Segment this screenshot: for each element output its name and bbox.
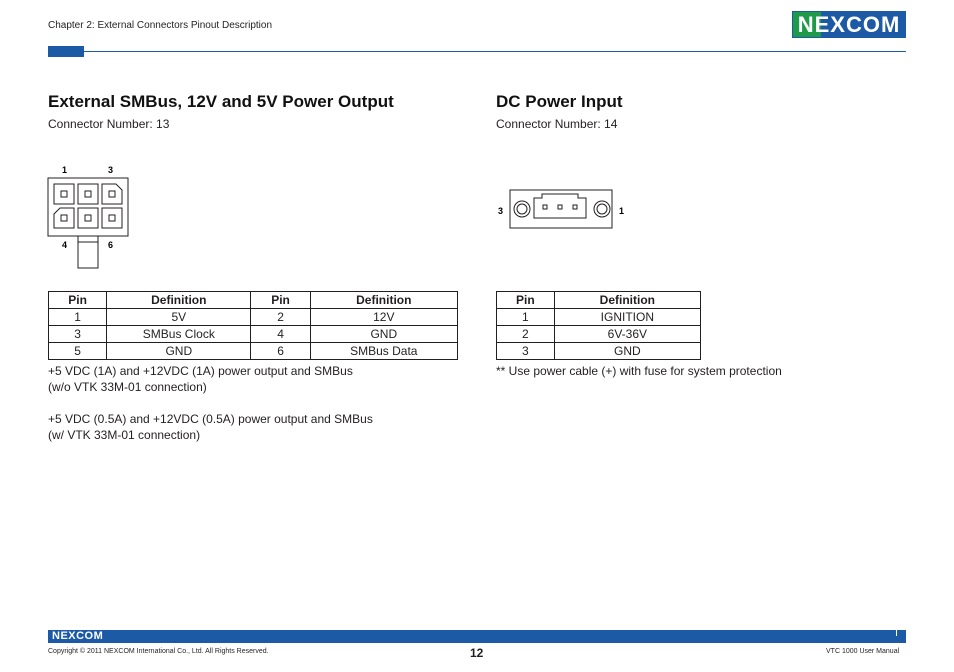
table-row xyxy=(49,343,458,360)
table-row xyxy=(497,343,701,360)
table-cell: 1 xyxy=(49,309,107,326)
table-cell: 6V-36V xyxy=(554,326,700,343)
table-cell: 3 xyxy=(49,326,107,343)
header-pin: Pin xyxy=(251,292,310,309)
section-title-smbus: External SMBus, 12V and 5V Power Output xyxy=(48,92,394,111)
header-block xyxy=(48,46,84,57)
header-definition: Definition xyxy=(310,292,457,309)
table-header-row xyxy=(497,292,701,309)
connector-14-diagram xyxy=(492,184,632,234)
table-row xyxy=(49,326,458,343)
table-cell: SMBus Data xyxy=(310,343,457,360)
diagram-pin3-label: 3 xyxy=(498,206,504,216)
table-cell: 3 xyxy=(497,343,555,360)
connector-number-14: Connector Number: 14 xyxy=(496,117,618,131)
table-cell: GND xyxy=(310,326,457,343)
footer-bar xyxy=(48,630,906,643)
nexcom-logo xyxy=(792,11,906,38)
diagram-pin3-label: 3 xyxy=(108,165,114,175)
header-definition: Definition xyxy=(107,292,251,309)
note-line: (w/ VTK 33M-01 connection) xyxy=(48,428,201,442)
chapter-heading: Chapter 2: External Connectors Pinout Description xyxy=(48,20,273,31)
diagram-pin6-label: 6 xyxy=(108,240,114,250)
note-line: +5 VDC (1A) and +12VDC (1A) power output and SMBus xyxy=(48,364,353,378)
table-row xyxy=(49,309,458,326)
copyright-text: Copyright © 2011 NEXCOM International Co., Ltd. All Rights Reserved. xyxy=(48,648,269,655)
footer-corner-square xyxy=(899,637,906,643)
table-cell: GND xyxy=(554,343,700,360)
table-cell: SMBus Clock xyxy=(107,326,251,343)
logo-text: NEXCOM xyxy=(797,12,901,37)
diagram-pin1-label: 1 xyxy=(619,206,625,216)
header-definition: Definition xyxy=(554,292,700,309)
diagram-pin1-label: 1 xyxy=(62,165,68,175)
table-cell: 12V xyxy=(310,309,457,326)
table-row xyxy=(497,309,701,326)
note-line: (w/o VTK 33M-01 connection) xyxy=(48,380,207,394)
table-cell: 5 xyxy=(49,343,107,360)
page-number: 12 xyxy=(470,646,484,660)
header-pin: Pin xyxy=(49,292,107,309)
table-cell: 6 xyxy=(251,343,310,360)
table-cell: GND xyxy=(107,343,251,360)
table-cell: IGNITION xyxy=(554,309,700,326)
manual-title: VTC 1000 User Manual xyxy=(826,648,900,655)
header-pin: Pin xyxy=(497,292,555,309)
note-line: +5 VDC (0.5A) and +12VDC (0.5A) power output and SMBus xyxy=(48,412,373,426)
connector-number-13: Connector Number: 13 xyxy=(48,117,170,131)
table-cell: 5V xyxy=(107,309,251,326)
footer-corner-square xyxy=(890,630,896,636)
table-row xyxy=(497,326,701,343)
table-cell: 2 xyxy=(497,326,555,343)
fuse-note: ** Use power cable (+) with fuse for system protection xyxy=(496,364,782,378)
dc-power-pin-table xyxy=(496,291,701,360)
table-header-row xyxy=(49,292,458,309)
smbus-pin-table xyxy=(48,291,458,360)
table-cell: 2 xyxy=(251,309,310,326)
header-rule xyxy=(48,51,906,52)
table-cell: 4 xyxy=(251,326,310,343)
section-title-dc-power: DC Power Input xyxy=(496,92,623,111)
diagram-pin4-label: 4 xyxy=(62,240,68,250)
footer-logo: NEXCOM xyxy=(52,630,104,642)
table-cell: 1 xyxy=(497,309,555,326)
power-notes xyxy=(48,363,373,443)
connector-13-diagram xyxy=(40,160,150,270)
